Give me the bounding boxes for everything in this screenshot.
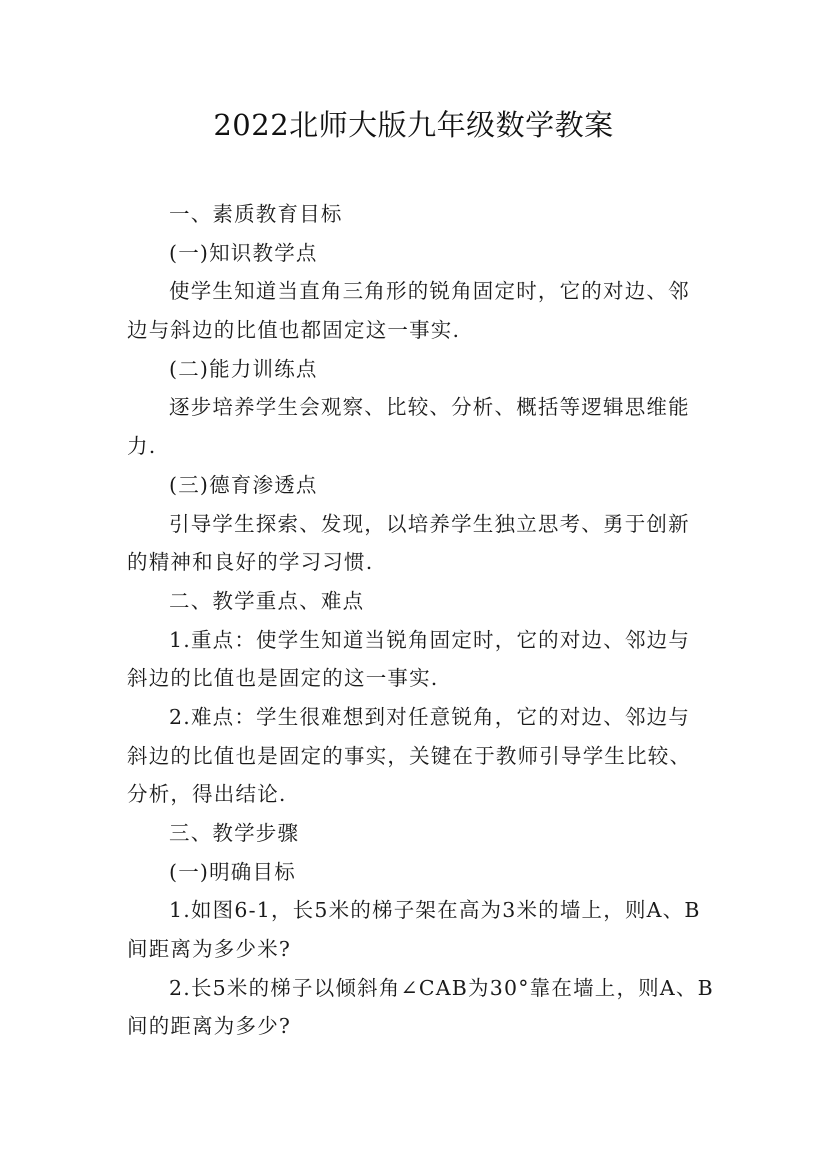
text-line: 一、素质教育目标 (169, 202, 343, 226)
text-line: (一)知识教学点 (169, 240, 318, 265)
text-line: 使学生知道当直角三角形的锐角固定时，它的对边、邻 (169, 279, 690, 304)
text-line: 引导学生探索、发现，以培养学生独立思考、勇于创新 (169, 511, 690, 536)
page-title: 2022北师大版九年级数学教案 (213, 108, 614, 142)
text-line: 斜边的比值也是固定的事实，关键在于教师引导学生比较、 (127, 743, 692, 768)
text-line: 间距离为多少米? (127, 937, 292, 962)
text-line: 边与斜边的比值也都固定这一事实. (127, 318, 461, 343)
text-line: 间的距离为多少? (127, 1014, 292, 1039)
text-line: 逐步培养学生会观察、比较、分析、概括等逻辑思维能 (169, 395, 690, 420)
text-line: 1.如图6-1，长5米的梯子架在高为3米的墙上，则A、B (169, 898, 701, 923)
text-line: 的精神和良好的学习习惯. (127, 550, 374, 575)
text-line: 三、教学步骤 (169, 821, 300, 845)
document-body (127, 195, 717, 1046)
text-line: 力. (127, 434, 157, 459)
text-line: 1.重点：使学生知道当锐角固定时，它的对边、邻边与 (169, 627, 691, 652)
text-line: 分析，得出结论. (127, 782, 287, 807)
text-line: (二)能力训练点 (169, 356, 318, 381)
text-line: 2.难点：学生很难想到对任意锐角，它的对边、邻边与 (169, 704, 691, 729)
text-line: (一)明确目标 (169, 859, 296, 884)
text-line: 2.长5米的梯子以倾斜角∠CAB为30°靠在墙上，则A、B (169, 975, 714, 1000)
text-line: 二、教学重点、难点 (169, 588, 365, 613)
text-line: (三)德育渗透点 (169, 472, 318, 497)
text-line: 斜边的比值也是固定的这一事实. (127, 666, 439, 691)
